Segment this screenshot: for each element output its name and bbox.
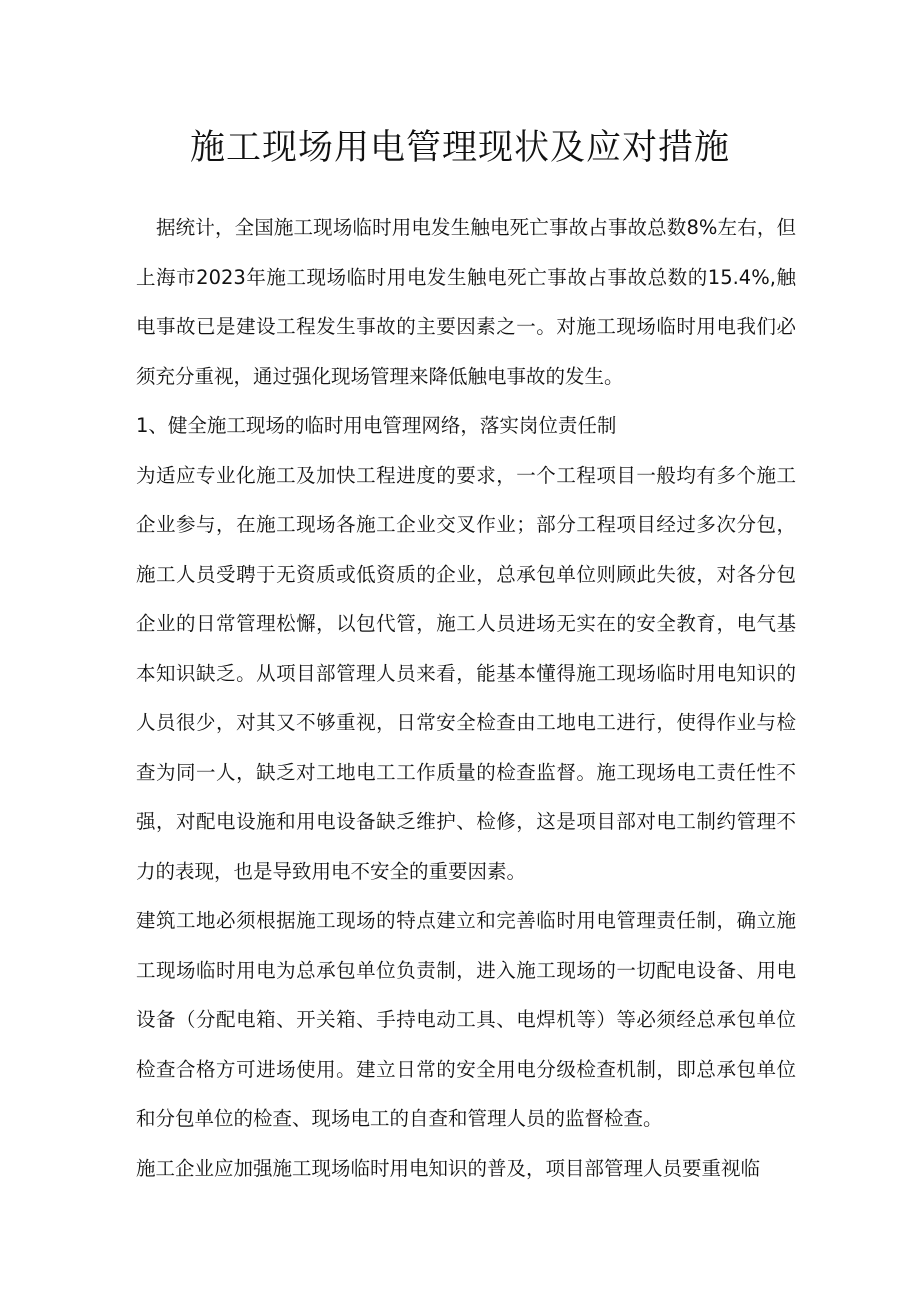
paragraph-current-problems: 为适应专业化施工及加快工程进度的要求，一个工程项目一般均有多个施工企业参与，在施工现场各施工企业交叉作业；部分工程项目经过多次分包，施工人员受聘于无资质或低资质的企业，总承包单位则顾此失彼，对各分包企业的日常管理松懈，以包代管，施工人员进场无实在的安全教育，电气基本知识缺乏。从项目部管理人员来看，能基本懂得施工现场临时用电知识的人员很少，对其又不够重视，日常安全检查由工地电工进行，使得作业与检查为同一人，缺乏对工地电工工作质量的检查监督。施工现场电工责任性不强，对配电设施和用电设备缺乏维护、检修，这是项目部对电工制约管理不力的表现，也是导致用电不安全的重要因素。: [136, 463, 796, 883]
document-body: [136, 203, 796, 1193]
paragraph-knowledge-promotion: 施工企业应加强施工现场临时用电知识的普及，项目部管理人员要重视临: [136, 1156, 761, 1180]
paragraph-responsibility-system: 建筑工地必须根据施工现场的特点建立和完善临时用电管理责任制，确立施工现场临时用电为总承包单位负责制，进入施工现场的一切配电设备、用电设备（分配电箱、开关箱、手持电动工具、电焊机等）等必须经总承包单位检查合格方可进场使用。建立日常的安全用电分级检查机制，即总承包单位和分包单位的检查、现场电工的自查和管理人员的监督检查。: [136, 909, 796, 1130]
section-heading-1: 1、健全施工现场的临时用电管理网络，落实岗位责任制: [136, 414, 617, 437]
paragraph-statistics: 据统计，全国施工现场临时用电发生触电死亡事故占事故总数8%左右，但上海市2023年施工现场临时用电发生触电死亡事故占事故总数的15.4%,触电事故已是建设工程发生事故的主要因素之一。对施工现场临时用电我们必须充分重视，通过强化现场管理来降低触电事故的发生。: [136, 216, 796, 388]
document-title: 施工现场用电管理现状及应对措施: [189, 128, 730, 168]
